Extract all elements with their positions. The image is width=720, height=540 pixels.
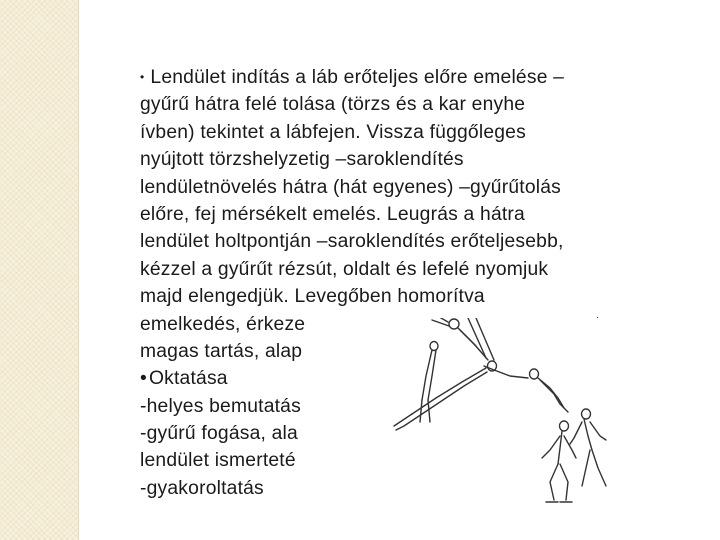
- gymnast-figure-svg: [336, 318, 648, 520]
- gymnast-pose-5: [542, 421, 576, 502]
- paragraph-line-5: lendületnövelés hátra (hát egyenes) –gyűrűtolás: [140, 176, 561, 198]
- teaching-item-1: -helyes bemutatás: [140, 395, 301, 417]
- paragraph-line-4: nyújtott törzshelyzetig –saroklendítés: [140, 149, 464, 171]
- ring-strap-left: [468, 318, 486, 358]
- teaching-item-4: -gyakoroltatás: [140, 477, 264, 499]
- teaching-item-2: -gyűrű fogása, ala: [140, 423, 298, 445]
- paragraph-line-3: ívben) tekintet a lábfejen. Vissza függőleges: [140, 121, 526, 143]
- decorative-side-strip: [0, 0, 79, 540]
- paragraph-line-11: magas tartás, alap: [140, 340, 303, 362]
- gymnast-pose-6: [420, 342, 438, 423]
- paragraph-line-9: majd elengedjük. Levegőben homorítva: [140, 286, 485, 308]
- teaching-item-3: lendület ismerteté: [140, 450, 296, 472]
- teaching-heading: • Oktatása: [140, 368, 228, 390]
- bullet-small: •: [140, 70, 145, 84]
- gymnast-pose-4: [570, 409, 606, 486]
- gymnast-pose-2: [394, 361, 497, 430]
- gymnast-pose-3: [484, 366, 568, 412]
- ring-strap-right: [476, 318, 494, 360]
- paragraph-line-1: • Lendület indítás a láb erőteljes előre emelése –: [140, 67, 565, 88]
- paragraph-line-10: emelkedés, érkeze: [140, 311, 680, 338]
- paragraph-line-8: kézzel a gyűrűt rézsút, oldalt és lefelé nyomjuk: [140, 258, 549, 280]
- gymnast-rings-dismount-illustration: [336, 318, 648, 520]
- paragraph-line-6: előre, fej mérsékelt emelés. Leugrás a hátra: [140, 203, 525, 225]
- paragraph-line-2: gyűrű hátra felé tolása (törzs és a kar enyhe: [140, 94, 526, 116]
- gymnast-pose-1: [432, 318, 488, 360]
- bullet: •: [140, 368, 147, 390]
- paragraph-line-7: lendület holtpontján –saroklendítés erőteljesebb,: [140, 231, 564, 253]
